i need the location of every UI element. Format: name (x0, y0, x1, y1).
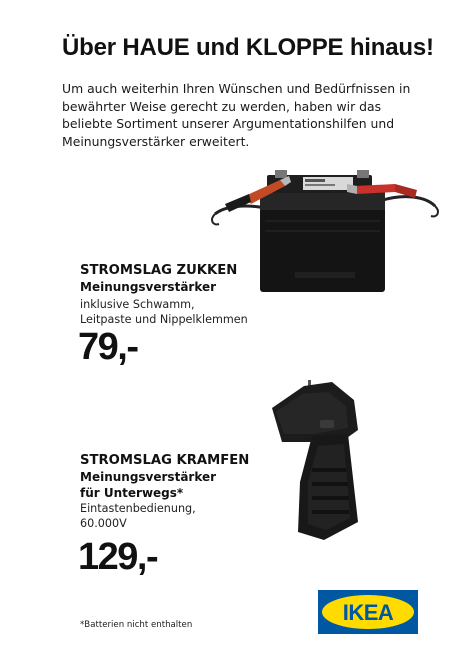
product-1-subtitle: Meinungsverstärker (80, 280, 217, 294)
footnote: *Batterien nicht enthalten (80, 620, 193, 630)
product-2-price: 129,- (78, 536, 158, 578)
stun-gun-image (262, 372, 372, 547)
product-2-subtitle: Meinungsverstärker (80, 470, 217, 484)
product-1-description-line: Leitpaste und Nippelklemmen (80, 313, 248, 326)
product-1-description-line: inklusive Schwamm, (80, 298, 195, 311)
svg-text:IKEA: IKEA (342, 600, 394, 625)
headline: Über HAUE und KLOPPE hinaus! (62, 34, 434, 61)
product-2-name: STROMSLAG KRAMFEN (80, 453, 250, 468)
product-2-subtitle: für Unterwegs* (80, 486, 184, 500)
product-1-name: STROMSLAG ZUKKEN (80, 263, 238, 278)
product-2-description-line: 60.000V (80, 517, 127, 530)
product-2-description-line: Eintastenbedienung, (80, 502, 196, 515)
product-1-price: 79,- (78, 326, 138, 368)
intro-paragraph: Um auch weiterhin Ihren Wünschen und Bedürfnissen in bewährter Weise gerecht zu werden, haben wir das beliebte Sortiment unserer Argumentationshilfen und Meinungsverstärker erweitert. (62, 81, 411, 149)
car-battery-image (205, 160, 445, 295)
ikea-logo (318, 590, 418, 634)
